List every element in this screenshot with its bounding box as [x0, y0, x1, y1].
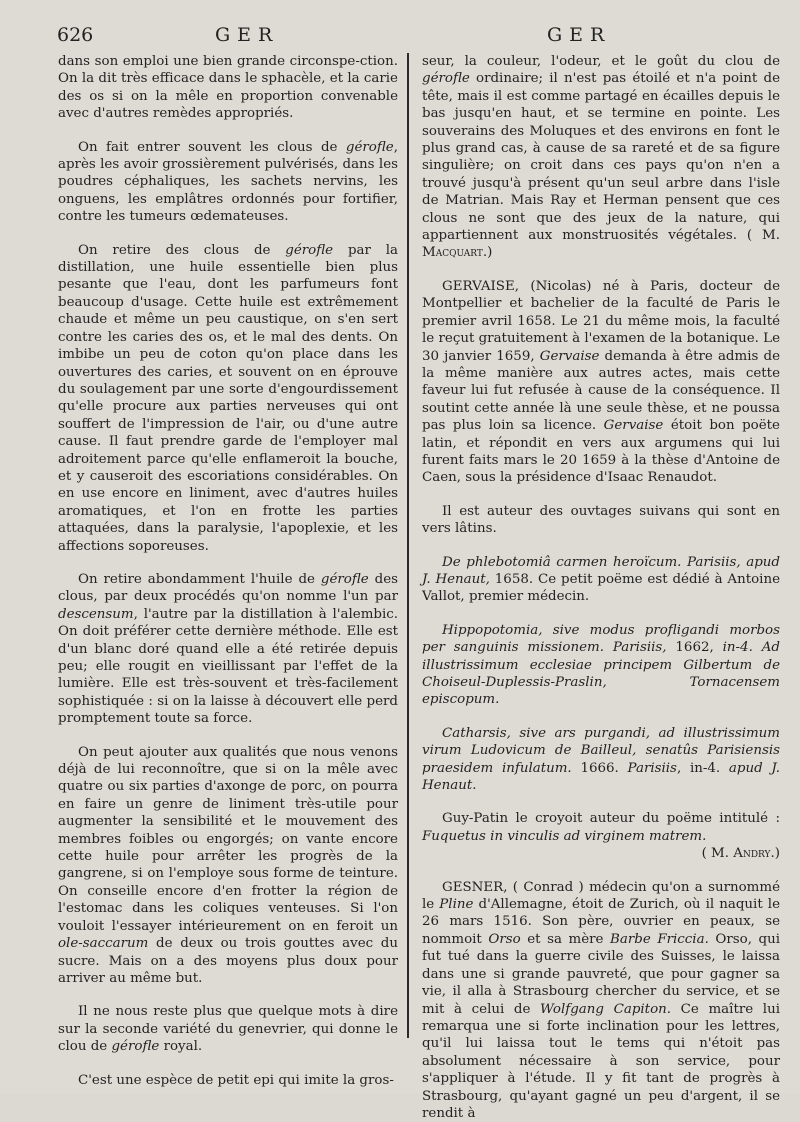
paragraph: On retire abondamment l'huile de gérofle des clous, par deux procédés qu'on nomme l'un par descensum, l'autre par la distillation à l'alembic. On doit préférer cette dernière méthode. Elle est d'un blanc doré quand elle a été retirée depuis peu; elle rougit en vieillissant par l'effet de la lumière. Elle est très-souvent et très-facilement sophistiquée : si on la laisse à découvert elle perd promptement toute sa force.: [58, 571, 398, 727]
paragraph: Il ne nous reste plus que quelque mots à dire sur la seconde variété du genevrier, qui donne le clou de gérofle royal.: [58, 1004, 398, 1055]
bibliography-item: De phlebotomiâ carmen heroïcum. Parisiis, apud J. Henaut, 1658. Ce petit poëme est dédié à Antoine Vallot, premier médecin.: [422, 554, 780, 605]
entry-gervaise: GERVAISE, (Nicolas) né à Paris, docteur de Montpellier et bachelier de la faculté de Paris le premier avril 1658. Le 21 du même mois, la faculté le reçut gratuitement à l'examen de la botanique. Le 30 janvier 1659, Gervaise demanda à être admis de la même manière aux autres actes, mais cette faveur lui fut refusée à cause de la conséquence. Il soutint cette année là une seule thèse, et ne poussa pas plus loin sa licence. Gervaise étoit bon poëte latin, et répondit en vers aux argumens qui lui furent faits mars le 20 1659 à la thèse d'Antoine de Caen, sous la présidence d'Isaac Renaudot.: [422, 278, 780, 486]
paragraph: On fait entrer souvent les clous de gérofle, après les avoir grossièrement pulvérisés, dans les poudres céphaliques, les sachets nervins, les onguens, les emplâtres ordonnés pour fortifier, contre les tumeurs œdemateuses.: [58, 139, 398, 225]
paragraph: Il est auteur des ouvtages suivans qui sont en vers lâtins.: [422, 503, 780, 537]
left-column: [58, 53, 398, 1089]
paragraph: Guy-Patin le croyoit auteur du poëme intitulé : Fuquetus in vinculis ad virginem matrem. ( M. Andry.): [422, 811, 780, 862]
bibliography-item: Hippopotomia, sive modus profligandi morbos per sanguinis missionem. Parisiis, 1662, in-4. Ad illustrissimum ecclesiae principem Gilbertum de Choiseul-Duplessis-Praslin, Tornacensem episcopum.: [422, 622, 780, 708]
page-header: [0, 24, 800, 50]
right-column: [422, 53, 780, 1122]
paragraph: On retire des clous de gérofle par la distillation, une huile essentielle bien plus pesante que l'eau, dont les parfumeurs font beaucoup d'usage. Cette huile est extrêmement chaude et même un peu caustique, on s'en sert contre les caries des os, et le mal des dents. On imbibe un peu de coton qu'on place dans les ouvertures des caries, et souvent on en éprouve du soulagement par une sorte d'engourdissement qu'elle procure aux parties nerveuses qui ont souffert de l'impression de l'air, ou d'une autre cause. Il faut prendre garde de l'employer mal adroitement parce qu'elle enflameroit la bouche, et y causeroit des escoriations considérables. On en use encore en liniment, avec d'autres huiles aromatiques, et l'on en frotte les parties attaquées, dans la paralysie, l'apoplexie, et les affections soporeuses.: [58, 242, 398, 554]
author-signature: ( M. Andry.): [701, 846, 780, 862]
entry-gesner: GESNER, ( Conrad ) médecin qu'on a surnommé le Pline d'Allemagne, étoit de Zurich, où il naquit le 26 mars 1516. Son père, ouvrier en peaux, se nommoit Orso et sa mère Barbe Friccia. Orso, qui fut tué dans la guerre civile des Suisses, le laissa dans une si grande pauvreté, que pour gagner sa vie, il alla à Strasbourg chercher du service, et se mit à celui de Wolfgang Capiton. Ce maître lui remarqua une si forte inclination pour les lettres, qu'il lui laissa tout le tems qui n'étoit pas absolument nécessaire à son service, pour s'appliquer à l'étude. Il y fit tant de progrès à Strasbourg, qu'ayant gagné un peu d'argent, il se rendit à: [422, 879, 781, 1121]
page-number: 626: [57, 24, 94, 46]
paragraph: On peut ajouter aux qualités que nous venons déjà de lui reconnoître, que si on la mêle avec quatre ou six parties d'axonge de porc, on pourra en faire un genre de liniment très-utile pour augmenter la sensibilité et le mouvement des membres foibles ou engorgés; on vante encore cette huile pour arrêter les progrès de la gangrene, si on l'employe sous forme de teinture. On conseille encore d'en frotter la région de l'estomac dans les coliques venteuses. Si l'on vouloit l'essayer intérieurement on en feroit un ole-saccarum de deux ou trois gouttes avec du sucre. Mais on a des moyens plus doux pour arriver au même but.: [58, 744, 398, 986]
running-head-right: GER: [547, 24, 612, 46]
running-head-left: GER: [215, 24, 280, 46]
paragraph: C'est une espèce de petit epi qui imite la gros-: [78, 1072, 394, 1088]
paragraph: dans son emploi une bien grande circonspe-ction. On la dit très efficace dans le sphacèle, et la carie des os si on la mêle en proportion convenable avec d'autres remèdes appropriés.: [58, 54, 398, 122]
paragraph: seur, la couleur, l'odeur, et le goût du clou de gérofle ordinaire; il n'est pas étoilé et n'a point de tête, mais il est comme partagé en écailles depuis le bas jusqu'en haut, et se termine en pointe. Les souverains des Moluques et des environs en font le plus grand cas, à cause de sa rareté et de sa figure singulière; on croit dans ces pays qu'on n'en a trouvé jusqu'à présent qu'un seul arbre dans l'isle de Matrian. Mais Ray et Herman pensent que ces clous ne sont que des jeux de la nature, qui appartiennent aux monstruosités végétales. ( M. Macquart.): [422, 54, 780, 261]
column-divider: [407, 53, 409, 1038]
bibliography-item: Catharsis, sive ars purgandi, ad illustrissimum virum Ludovicum de Bailleul, senatûs Parisiensis praesidem infulatum. 1666. Parisiis, in-4. apud J. Henaut.: [422, 725, 780, 794]
